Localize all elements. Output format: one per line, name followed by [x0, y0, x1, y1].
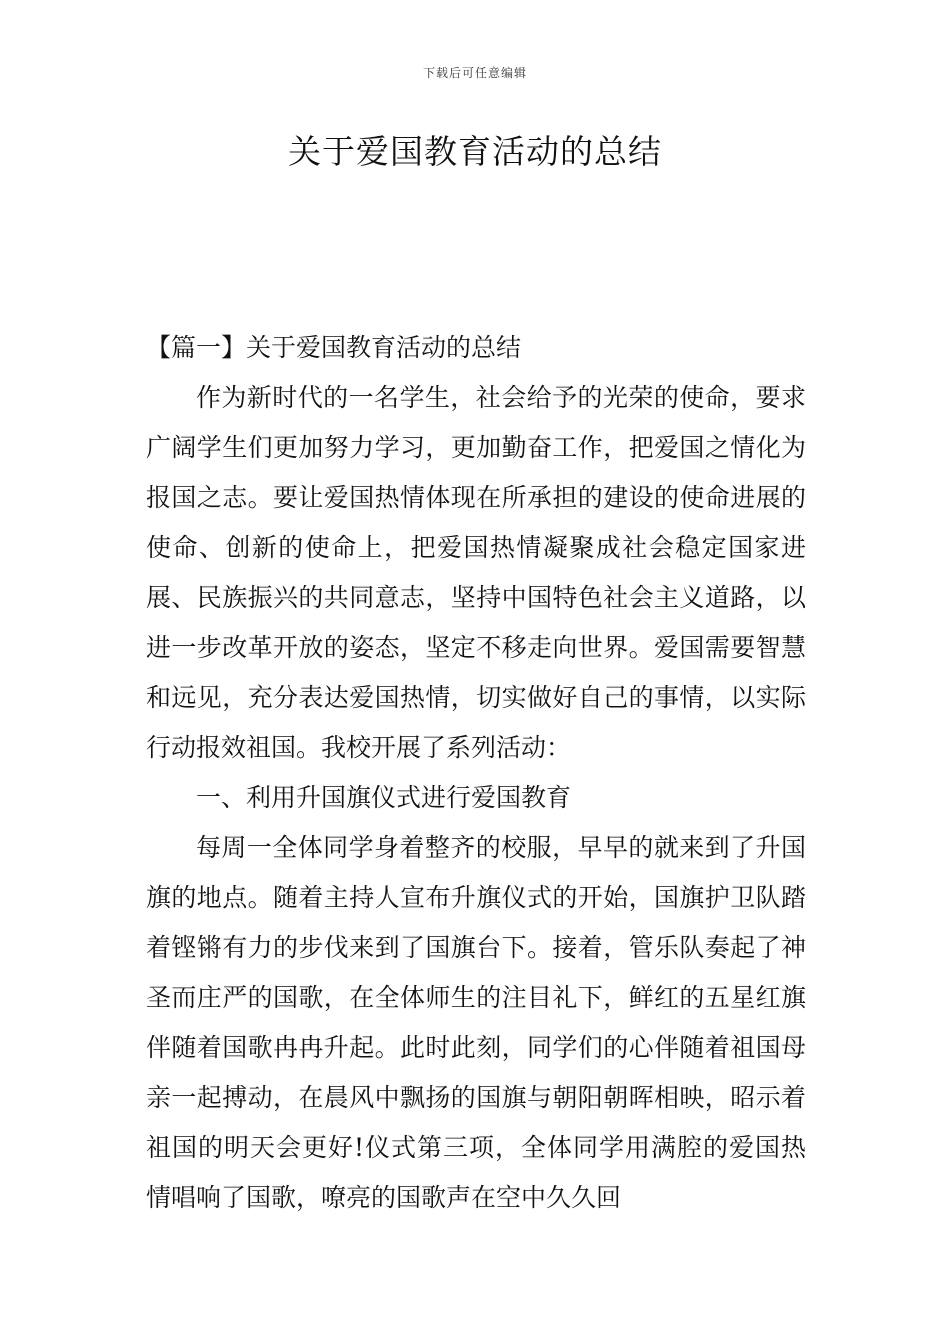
document-body [146, 323, 806, 1223]
document-title: 关于爱国教育活动的总结 [288, 132, 662, 171]
paragraph-intro: 作为新时代的一名学生，社会给予的光荣的使命，要求广阔学生们更加努力学习，更加勤奋工作，把爱国之情化为报国之志。要让爱国热情体现在所承担的建设的使命进展的使命、创新的使命上，把爱国热情凝聚成社会稳定国家进展、民族振兴的共同意志，坚持中国特色社会主义道路，以进一步改革开放的姿态，坚定不移走向世界。爱国需要智慧和远见，充分表达爱国热情，切实做好自己的事情，以实际行动报效祖国。我校开展了系列活动： [146, 383, 806, 762]
paragraph-flag-ceremony: 每周一全体同学身着整齐的校服，早早的就来到了升国旗的地点。随着主持人宣布升旗仪式的开始，国旗护卫队踏着铿锵有力的步伐来到了国旗台下。接着，管乐队奏起了神圣而庄严的国歌，在全体师生的注目礼下，鲜红的五星红旗伴随着国歌冉冉升起。此时此刻，同学们的心伴随着祖国母亲一起搏动，在晨风中飘扬的国旗与朝阳朝晖相映，昭示着祖国的明天会更好!仪式第三项，全体同学用满腔的爱国热情唱响了国歌，嘹亮的国歌声在空中久久回 [146, 833, 806, 1212]
section-heading: 【篇一】关于爱国教育活动的总结 [146, 333, 522, 362]
subheading-flag-ceremony: 一、利用升国旗仪式进行爱国教育 [196, 783, 572, 812]
page-header-note: 下载后可任意编辑 [422, 66, 527, 80]
